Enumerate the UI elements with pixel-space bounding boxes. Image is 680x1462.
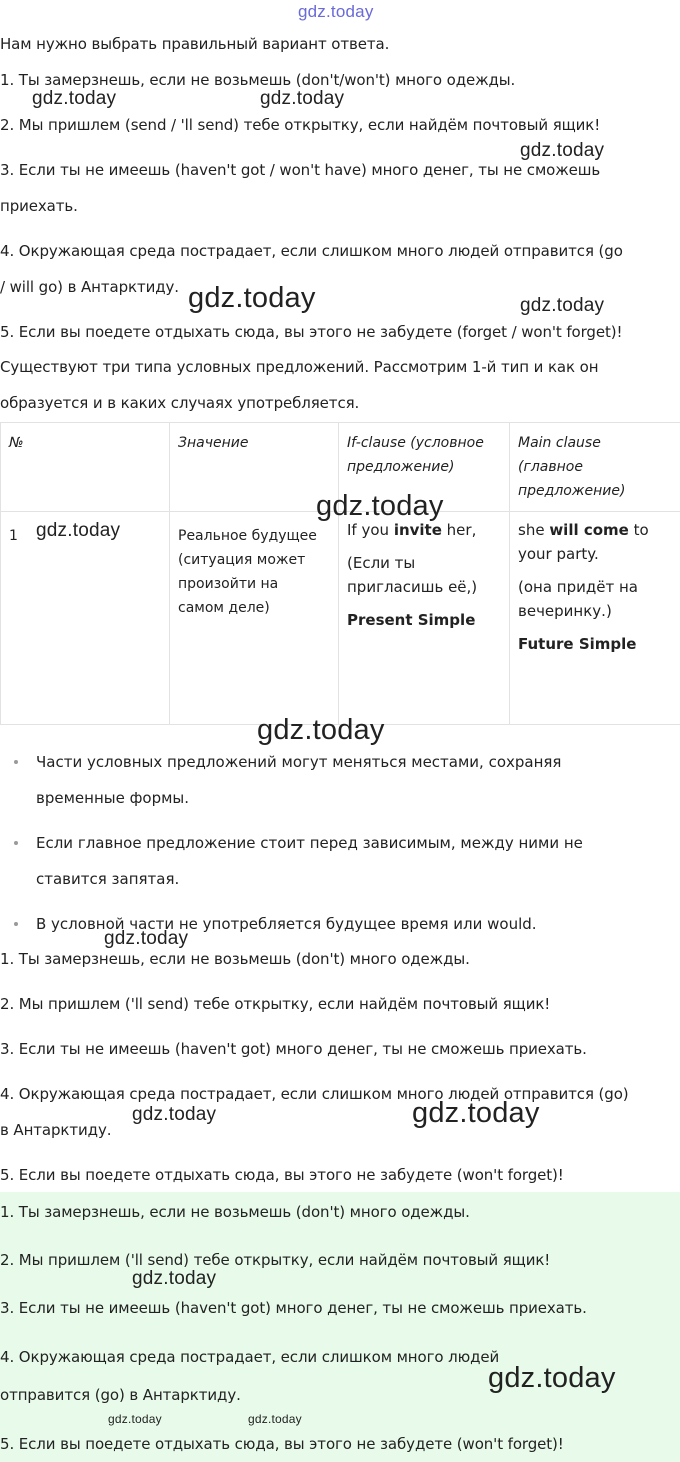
watermark: gdz.today <box>32 88 117 109</box>
watermark: gdz.today <box>132 1104 217 1125</box>
question-3: 3. Если ты не имеешь (haven't got / won't have) много денег, ты не сможешь <box>0 161 601 179</box>
answer-box-4-cont: отправится (go) в Антарктиду. <box>0 1386 241 1404</box>
watermark: gdz.today <box>488 1362 616 1394</box>
answer-plain-4-cont: в Антарктиду. <box>0 1121 112 1139</box>
cell-main-clause: she will come to your party. (она придёт на вечеринку.) Future Simple <box>510 512 680 725</box>
answer-box-1: 1. Ты замерзнешь, если не возьмешь (don't) много одежды. <box>0 1203 470 1221</box>
watermark: gdz.today <box>108 1412 162 1426</box>
list-item: Если главное предложение стоит перед зависимым, между ними не <box>36 825 583 861</box>
watermark: gdz.today <box>260 88 345 109</box>
watermark: gdz.today <box>188 282 316 314</box>
question-5: 5. Если вы поедете отдыхать сюда, вы этого не забудете (forget / won't forget)! <box>0 323 623 341</box>
watermark: gdz.today <box>257 714 385 746</box>
header-main-clause: Main clause (главное предложение) <box>510 423 680 512</box>
watermark-top: gdz.today <box>298 2 374 21</box>
answer-plain-1: 1. Ты замерзнешь, если не возьмешь (don't) много одежды. <box>0 950 470 968</box>
answer-box <box>0 1192 680 1462</box>
list-item: Части условных предложений могут меняться местами, сохраняя <box>36 744 561 780</box>
theory-line-2: образуется и в каких случаях употребляется. <box>0 394 360 412</box>
question-4: 4. Окружающая среда пострадает, если слишком много людей отправится (go <box>0 242 623 260</box>
answer-plain-2: 2. Мы пришлем ('ll send) тебе открытку, если найдём почтовый ящик! <box>0 995 551 1013</box>
answer-box-3: 3. Если ты не имеешь (haven't got) много денег, ты не сможешь приехать. <box>0 1299 587 1317</box>
answer-box-2: 2. Мы пришлем ('ll send) тебе открытку, если найдём почтовый ящик! <box>0 1251 551 1269</box>
list-item: В условной части не употребляется будущее время или would. <box>36 906 537 942</box>
theory-line-1: Существуют три типа условных предложений. Рассмотрим 1-й тип и как он <box>0 358 599 376</box>
answer-plain-3: 3. Если ты не имеешь (haven't got) много денег, ты не сможешь приехать. <box>0 1040 587 1058</box>
answer-box-5: 5. Если вы поедете отдыхать сюда, вы этого не забудете (won't forget)! <box>0 1435 564 1453</box>
conditional-table <box>0 422 680 725</box>
header-num: № <box>1 423 170 512</box>
cell-if-clause: If you invite her, (Если ты пригласишь её,) Present Simple <box>339 512 510 725</box>
cell-meaning: Реальное будущее (ситуация может произойти на самом деле) <box>170 512 339 725</box>
question-3-cont: приехать. <box>0 197 78 215</box>
table-row <box>1 512 680 725</box>
watermark: gdz.today <box>104 928 189 949</box>
watermark: gdz.today <box>132 1268 217 1289</box>
list-item-cont: ставится запятая. <box>36 870 180 888</box>
watermark: gdz.today <box>412 1097 540 1129</box>
header-if-clause: If-clause (условное предложение) <box>339 423 510 512</box>
list-item-cont: временные формы. <box>36 789 190 807</box>
watermark: gdz.today <box>520 140 605 161</box>
watermark: gdz.today <box>520 295 605 316</box>
header-meaning: Значение <box>170 423 339 512</box>
answer-box-4: 4. Окружающая среда пострадает, если слишком много людей <box>0 1348 500 1366</box>
cell-num: 1 <box>1 512 170 725</box>
answer-plain-4: 4. Окружающая среда пострадает, если слишком много людей отправится (go) <box>0 1085 629 1103</box>
question-4-cont: / will go) в Антарктиду. <box>0 278 179 296</box>
watermark: gdz.today <box>248 1412 302 1426</box>
answer-plain-5: 5. Если вы поедете отдыхать сюда, вы этого не забудете (won't forget)! <box>0 1166 564 1184</box>
watermark: gdz.today <box>36 520 121 541</box>
question-1: 1. Ты замерзнешь, если не возьмешь (don't/won't) много одежды. <box>0 71 516 89</box>
question-2: 2. Мы пришлем (send / 'll send) тебе открытку, если найдём почтовый ящик! <box>0 116 601 134</box>
intro-text: Нам нужно выбрать правильный вариант ответа. <box>0 35 390 53</box>
watermark: gdz.today <box>316 490 444 522</box>
